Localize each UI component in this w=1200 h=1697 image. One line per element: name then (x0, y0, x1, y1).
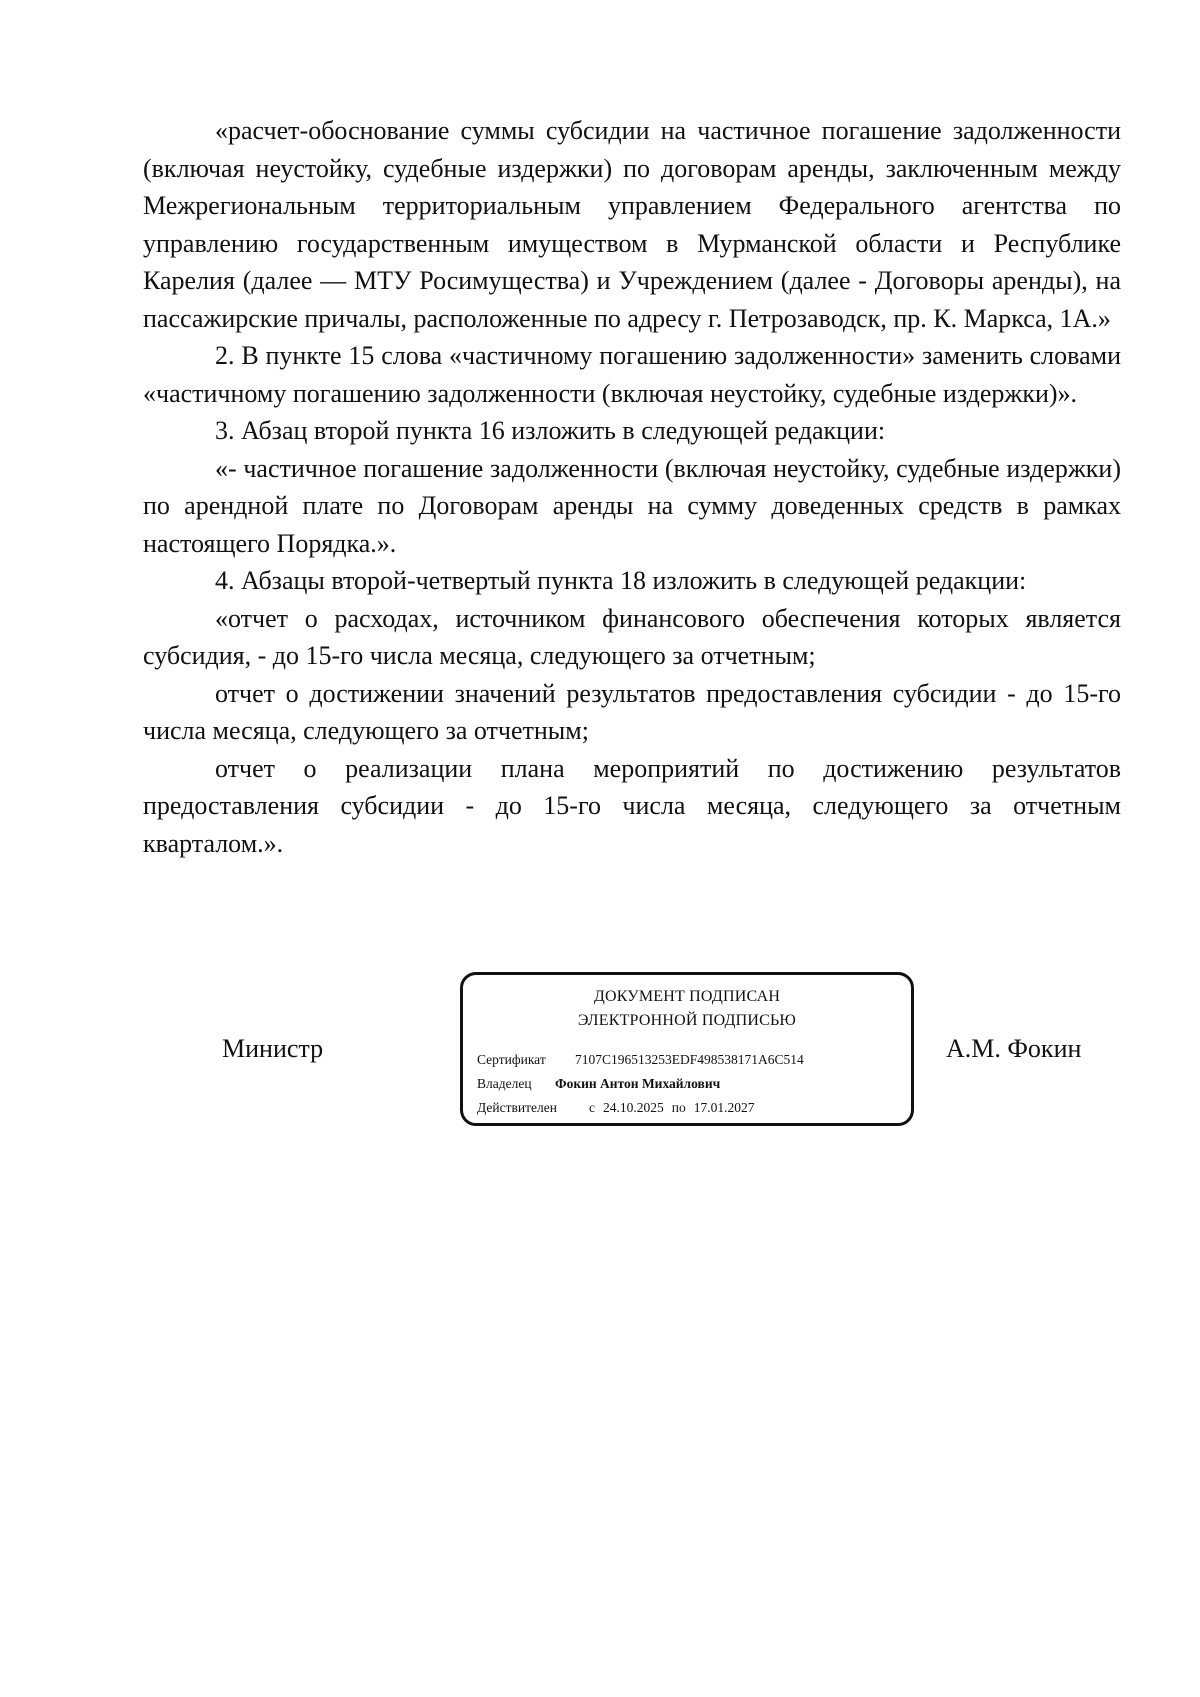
valid-to-prefix: по (671, 1100, 686, 1115)
stamp-title (463, 985, 911, 1033)
paragraph-item-2: 2. В пункте 15 слова «частичному погашению задолженности» заменить словами «частичному погашению задолженности (включая неустойку, судебные издержки)». (143, 341, 1121, 408)
valid-from-prefix: с (589, 1100, 595, 1115)
validity-label: Действителен (477, 1100, 557, 1115)
paragraph-item-4: 4. Абзацы второй-четвертый пункта 18 изложить в следующей редакции: (215, 566, 1027, 595)
stamp-title-line-2: ЭЛЕКТРОННОЙ ПОДПИСЬЮ (577, 1012, 797, 1029)
paragraph-item-3-text: «- частичное погашение задолженности (включая неустойку, судебные издержки) по арендной плате по Договорам аренды на сумму доведенных средств в рамках настоящего Порядка.». (143, 453, 1121, 558)
certificate-label: Сертификат (477, 1052, 546, 1067)
certificate-value: 7107C196513253EDF498538171A6C514 (575, 1052, 804, 1067)
owner-label: Владелец (477, 1076, 532, 1091)
paragraph-report-plan: отчет о реализации плана мероприятий по достижению результатов предоставления субсидии - до 15-го числа месяца, следующего за отчетным кварталом.». (143, 753, 1121, 858)
paragraph-report-results: отчет о достижении значений результатов предоставления субсидии - до 15-го числа месяца, следующего за отчетным; (143, 678, 1121, 745)
signatory-position: Министр (222, 1034, 324, 1063)
paragraph-report-expenses: «отчет о расходах, источником финансового обеспечения которых является субсидия, - до 15-го числа месяца, следующего за отчетным; (143, 603, 1121, 670)
signatory-name: А.М. Фокин (946, 1034, 1082, 1063)
paragraph-item-3: 3. Абзац второй пункта 16 изложить в следующей редакции: (215, 416, 886, 445)
stamp-owner-row (477, 1075, 720, 1093)
signature-block (0, 972, 1200, 1122)
electronic-signature-stamp (460, 972, 914, 1126)
stamp-certificate-row (477, 1051, 804, 1069)
owner-value: Фокин Антон Михайлович (555, 1076, 721, 1091)
valid-to-date: 17.01.2027 (693, 1100, 755, 1115)
valid-from-date: 24.10.2025 (603, 1100, 664, 1115)
stamp-title-line-1: ДОКУМЕНТ ПОДПИСАН (593, 988, 781, 1005)
paragraph-calculation-justification: «расчет-обоснование суммы субсидии на частичное погашение задолженности (включая неустойку, судебные издержки) по договорам аренды, заключенным между Межрегиональным территориальным управлением Федерального агентства по управлению государственным имуществом в Мурманской области и Республике Карелия (далее — МТУ Росимущества) и Учреждением (далее - Договоры аренды), на пассажирские причалы, расположенные по адресу г. Петрозаводск, пр. К. Маркса, 1А.» (143, 116, 1121, 333)
stamp-validity-row (477, 1099, 754, 1117)
document-body (143, 112, 1121, 862)
